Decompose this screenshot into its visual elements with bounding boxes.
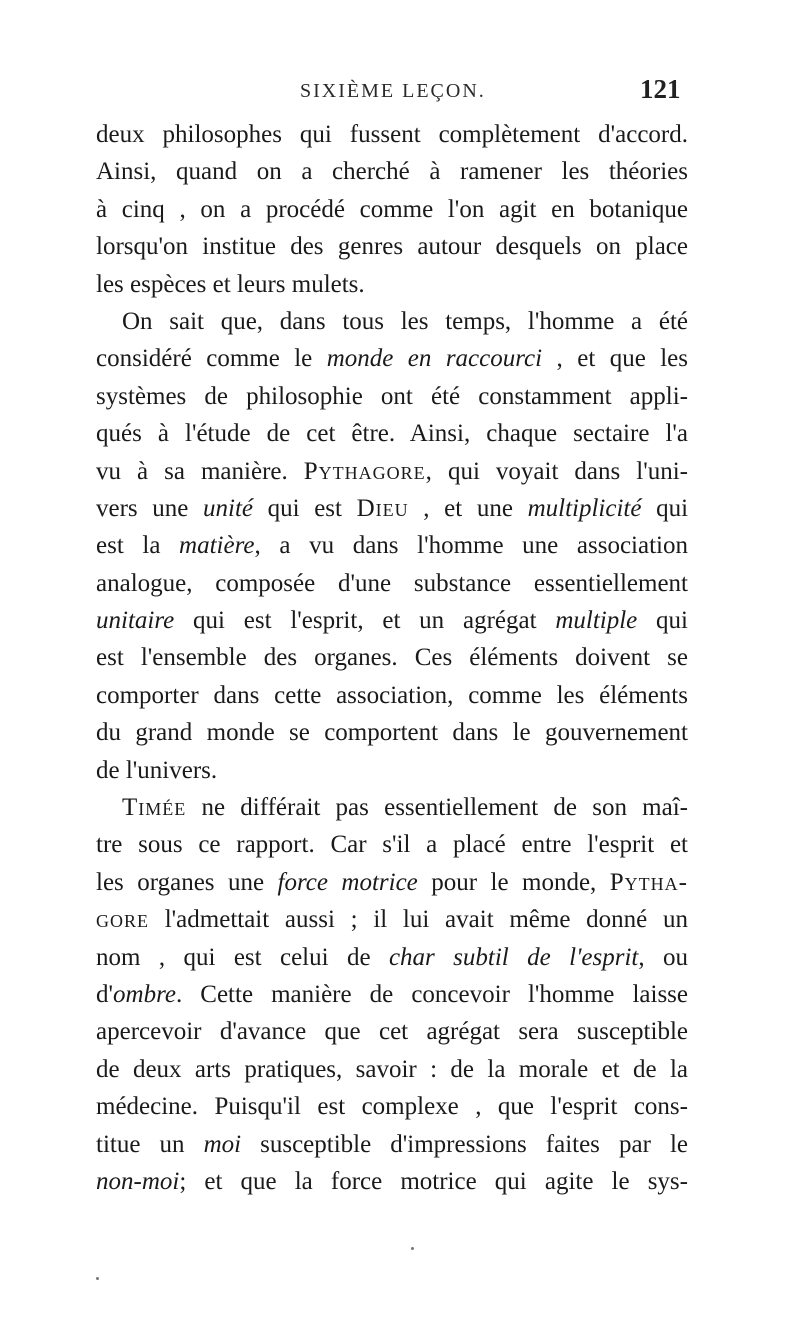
paper-speck xyxy=(96,1277,99,1280)
italic-phrase: char subtil de l'esprit xyxy=(388,943,639,971)
paper-speck xyxy=(411,1247,414,1250)
text-line: apercevoir d'avance que cet agrégat sera susceptible xyxy=(96,1018,688,1046)
text-line: de l'univers. xyxy=(96,756,218,784)
text-line: deux philosophes qui fussent complètement d'accord. xyxy=(96,121,688,148)
text-line: du grand monde se comportent dans le gouvernement xyxy=(96,719,688,747)
text-line: de deux arts pratiques, savoir : de la morale et de la xyxy=(96,1055,688,1083)
small-caps-name: Pytha- xyxy=(609,868,688,896)
text-line: est la matière, a vu dans l'homme une association xyxy=(96,532,688,560)
text-line: est l'ensemble des organes. Ces éléments doivent se xyxy=(96,644,688,672)
text-line: nom , qui est celui de char subtil de l'esprit, ou xyxy=(96,943,688,971)
text-line: d'ombre. Cette manière de concevoir l'homme laisse xyxy=(96,980,688,1008)
text-line: non-moi; et que la force motrice qui agite le sys- xyxy=(96,1167,688,1195)
text-line: systèmes de philosophie ont été constamment appli- xyxy=(96,382,688,410)
text-line: gore l'admettait aussi ; il lui avait même donné un xyxy=(96,906,688,934)
text-line: les espèces et leurs mulets. xyxy=(96,270,365,298)
text-line: Ainsi, quand on a cherché à ramener les théories xyxy=(96,158,688,186)
text-line: On sait que, dans tous les temps, l'homme a été xyxy=(122,307,688,335)
italic-phrase: unité xyxy=(203,494,253,522)
text-line: titue un moi susceptible d'impressions faites par le xyxy=(96,1130,688,1158)
small-caps-name: gore xyxy=(96,906,149,934)
text-line: considéré comme le monde en raccourci , et que les xyxy=(96,345,688,373)
running-head: SIXIÈME LEÇON. xyxy=(300,80,486,102)
small-caps-name: Dieu xyxy=(356,494,409,522)
page-number: 121 xyxy=(640,74,681,104)
italic-phrase: unitaire xyxy=(96,607,175,635)
text-line: à cinq , on a procédé comme l'on agit en botanique xyxy=(96,195,688,223)
italic-phrase: moi xyxy=(203,1130,242,1158)
italic-phrase: multiplicité xyxy=(527,494,642,522)
body-text xyxy=(96,116,688,1200)
text-line: comporter dans cette association, comme les éléments xyxy=(96,681,688,709)
text-line: les organes une force motrice pour le monde, Pytha- xyxy=(96,868,688,896)
text-line: Timée ne différait pas essentiellement de son maî- xyxy=(122,794,688,822)
text-line: qués à l'étude de cet être. Ainsi, chaque sectaire l'a xyxy=(96,420,688,448)
small-caps-name: Pythagore xyxy=(303,457,426,485)
text-line: tre sous ce rapport. Car s'il a placé entre l'esprit et xyxy=(96,831,688,859)
text-line: vu à sa manière. Pythagore, qui voyait dans l'uni- xyxy=(96,457,688,485)
italic-phrase: ombre xyxy=(113,980,176,1008)
italic-phrase: matière xyxy=(179,532,255,560)
text-line: analogue, composée d'une substance essentiellement xyxy=(96,569,688,597)
italic-phrase: multiple xyxy=(555,607,638,635)
text-line: vers une unité qui est Dieu , et une multiplicité qui xyxy=(96,494,688,522)
small-caps-name: Timée xyxy=(122,794,187,822)
italic-phrase: monde en raccourci xyxy=(326,345,543,373)
text-line: médecine. Puisqu'il est complexe , que l'esprit cons- xyxy=(96,1093,688,1121)
italic-phrase: non-moi xyxy=(96,1167,180,1195)
text-line: unitaire qui est l'esprit, et un agrégat multiple qui xyxy=(96,607,688,635)
italic-phrase: force motrice xyxy=(277,868,418,896)
text-line: lorsqu'on institue des genres autour desquels on place xyxy=(96,233,688,261)
page-header xyxy=(0,74,801,114)
